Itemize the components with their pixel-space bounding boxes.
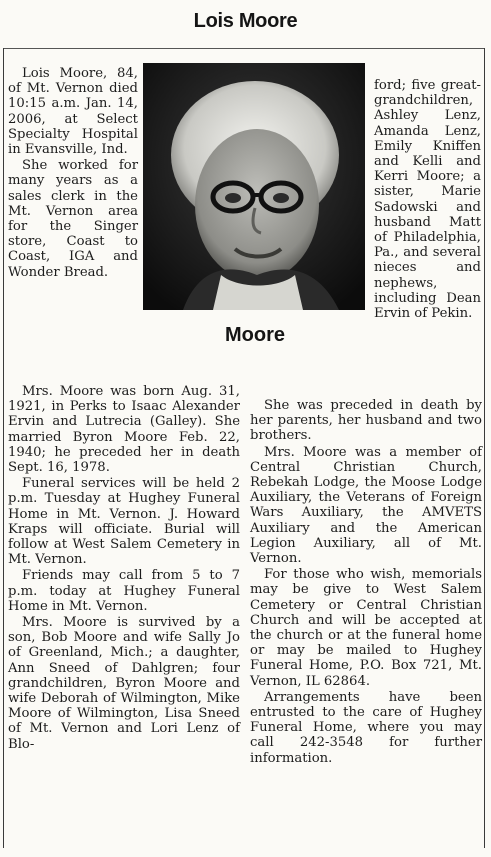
paragraph-career: She worked for many years as a sales clerk in the Mt. Vernon area for the Singer store, Coast to Coast, IGA and Wonder Bread. bbox=[8, 158, 138, 280]
portrait-illustration bbox=[143, 63, 365, 310]
column-intro bbox=[8, 66, 138, 281]
paragraph-memorials: For those who wish, memorials may be give to West Salem Cemetery or Central Christian Church and will be accepted at the church or at the funeral home or may be mailed to Hughey Funeral Home, P.O. Box 721, Mt. Vernon, IL 62864. bbox=[250, 567, 482, 689]
headline: Lois Moore bbox=[193, 10, 298, 32]
paragraph-funeral-services: Funeral services will be held 2 p.m. Tuesday at Hughey Funeral Home in Mt. Vernon. J. Howard Kraps will officiate. Burial will follow at West Salem Cemetery in Mt. Vernon. bbox=[8, 476, 240, 568]
paragraph-preceded: She was preceded in death by her parents, her husband and two brothers. bbox=[250, 398, 482, 444]
photo-caption: Moore bbox=[225, 324, 285, 346]
column-right-body bbox=[250, 360, 482, 767]
portrait-photo bbox=[143, 63, 365, 310]
paragraph-survivors-continued: ford; five great-grandchildren, Ashley Lenz, Amanda Lenz, Emily Kniffen and Kelli and Kerri Moore; a sister, Marie Sadowski and husband Matt of Philadelphia, Pa., and several nieces and nephews, including Dean Ervin of Pekin. bbox=[374, 78, 481, 322]
paragraph-visitation: Friends may call from 5 to 7 p.m. today at Hughey Funeral Home in Mt. Vernon. bbox=[8, 568, 240, 614]
column-left-body bbox=[8, 384, 240, 753]
paragraph-survivors: Mrs. Moore is survived by a son, Bob Moore and wife Sally Jo of Greenland, Mich.; a daughter, Ann Sneed of Dahlgren; four grandchildren, Byron Moore and wife Deborah of Wilmington, Mike Moore of Wilmington, Lisa Sneed of Mt. Vernon and Lori Lenz of Blo- bbox=[8, 615, 240, 752]
paragraph-memberships: Mrs. Moore was a member of Central Christian Church, Rebekah Lodge, the Moose Lodge Auxiliary, the Veterans of Foreign Wars Auxiliary, the AMVETS Auxiliary and the American Legion Auxiliary, all of Mt. Vernon. bbox=[250, 444, 482, 567]
paragraph-birth: Mrs. Moore was born Aug. 31, 1921, in Perks to Isaac Alexander Ervin and Lutrecia (Galley). She married Byron Moore Feb. 22, 1940; he preceded her in death Sept. 16, 1978. bbox=[8, 384, 240, 476]
paragraph-death-notice: Lois Moore, 84, of Mt. Vernon died 10:15 a.m. Jan. 14, 2006, at Select Specialty Hospital in Evansville, Ind. bbox=[8, 66, 138, 158]
paragraph-arrangements: Arrangements have been entrusted to the care of Hughey Funeral Home, where you may call 242-3548 for further information. bbox=[250, 689, 482, 766]
column-survivors-continued bbox=[374, 78, 481, 322]
